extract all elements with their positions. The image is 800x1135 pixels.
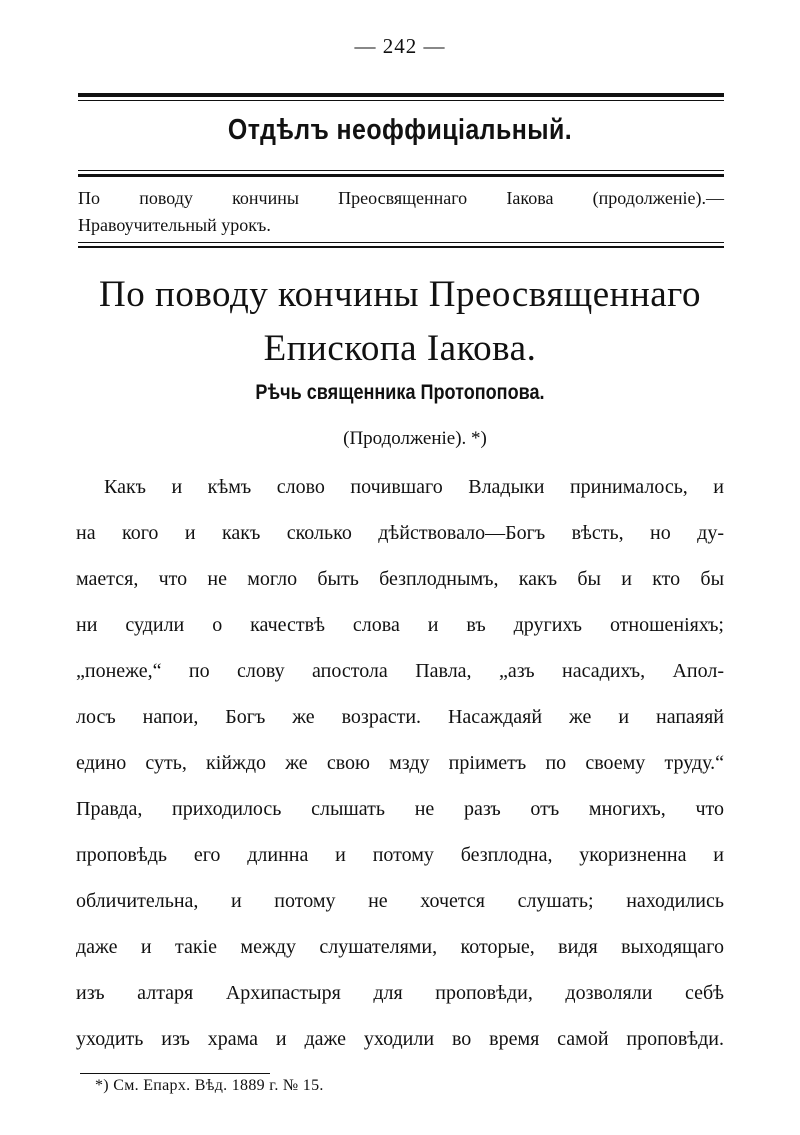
text-line: „понеже,“ по слову апостола Павла, „азъ насадихъ, Апол-	[76, 660, 724, 682]
text-line: едино суть, кійждо же свою мзду пріиметъ по своему труду.“	[76, 752, 724, 774]
contents-bottom-thin-rule	[78, 242, 724, 243]
footnote-rule	[80, 1073, 270, 1074]
text-line: изъ алтаря Архипастыря для проповѣди, дозволяли себѣ	[76, 982, 724, 1004]
contents-line: По поводу кончины Преосвященнаго Іакова (продолженіе).—	[78, 188, 724, 208]
text-line: даже и такіе между слушателями, которые, видя выходящаго	[76, 936, 724, 958]
contents-summary	[78, 185, 724, 239]
text-line: уходить изъ храма и даже уходили во время самой проповѣди.	[76, 1028, 724, 1050]
continuation-note: (Продолженіе). *)	[343, 428, 487, 449]
article-title-line: Епископа Іакова.	[263, 328, 537, 369]
section-title: Отдѣлъ неоффиціальный.	[227, 114, 573, 146]
article-title	[0, 268, 800, 376]
top-thin-rule	[78, 100, 724, 101]
contents-top-thin-rule	[78, 170, 724, 171]
text-line: ни судили о качествѣ слова и въ другихъ отношеніяхъ;	[76, 614, 724, 636]
text-line: мается, что не могло быть безплоднымъ, какъ бы и кто бы	[76, 568, 724, 590]
contents-line: Нравоучительный урокъ.	[78, 215, 271, 235]
text-line: на кого и какъ сколько дѣйствовало—Богъ вѣсть, но ду-	[76, 522, 724, 544]
text-line: проповѣдь его длинна и потому безплодна, укоризненна и	[76, 844, 724, 866]
top-thick-rule	[78, 93, 724, 97]
text-line: лосъ напои, Богъ же возрасти. Насаждаяй же и напаяяй	[76, 706, 724, 728]
page-number: — 242 —	[354, 34, 446, 58]
text-line: Какъ и кѣмъ слово почившаго Владыки принималось, и	[104, 476, 724, 498]
article-title-line: По поводу кончины Преосвященнаго	[99, 274, 701, 315]
text-line: обличительна, и потому не хочется слушать; находились	[76, 890, 724, 912]
contents-bottom-thick-rule	[78, 246, 724, 248]
contents-top-thick-rule	[78, 174, 724, 177]
text-line: Правда, приходилось слышать не разъ отъ многихъ, что	[76, 798, 724, 820]
body-text	[76, 467, 724, 1065]
article-subtitle: Рѣчь священника Протопопова.	[255, 381, 545, 404]
footnote: *) См. Епарх. Вѣд. 1889 г. № 15.	[95, 1077, 324, 1094]
